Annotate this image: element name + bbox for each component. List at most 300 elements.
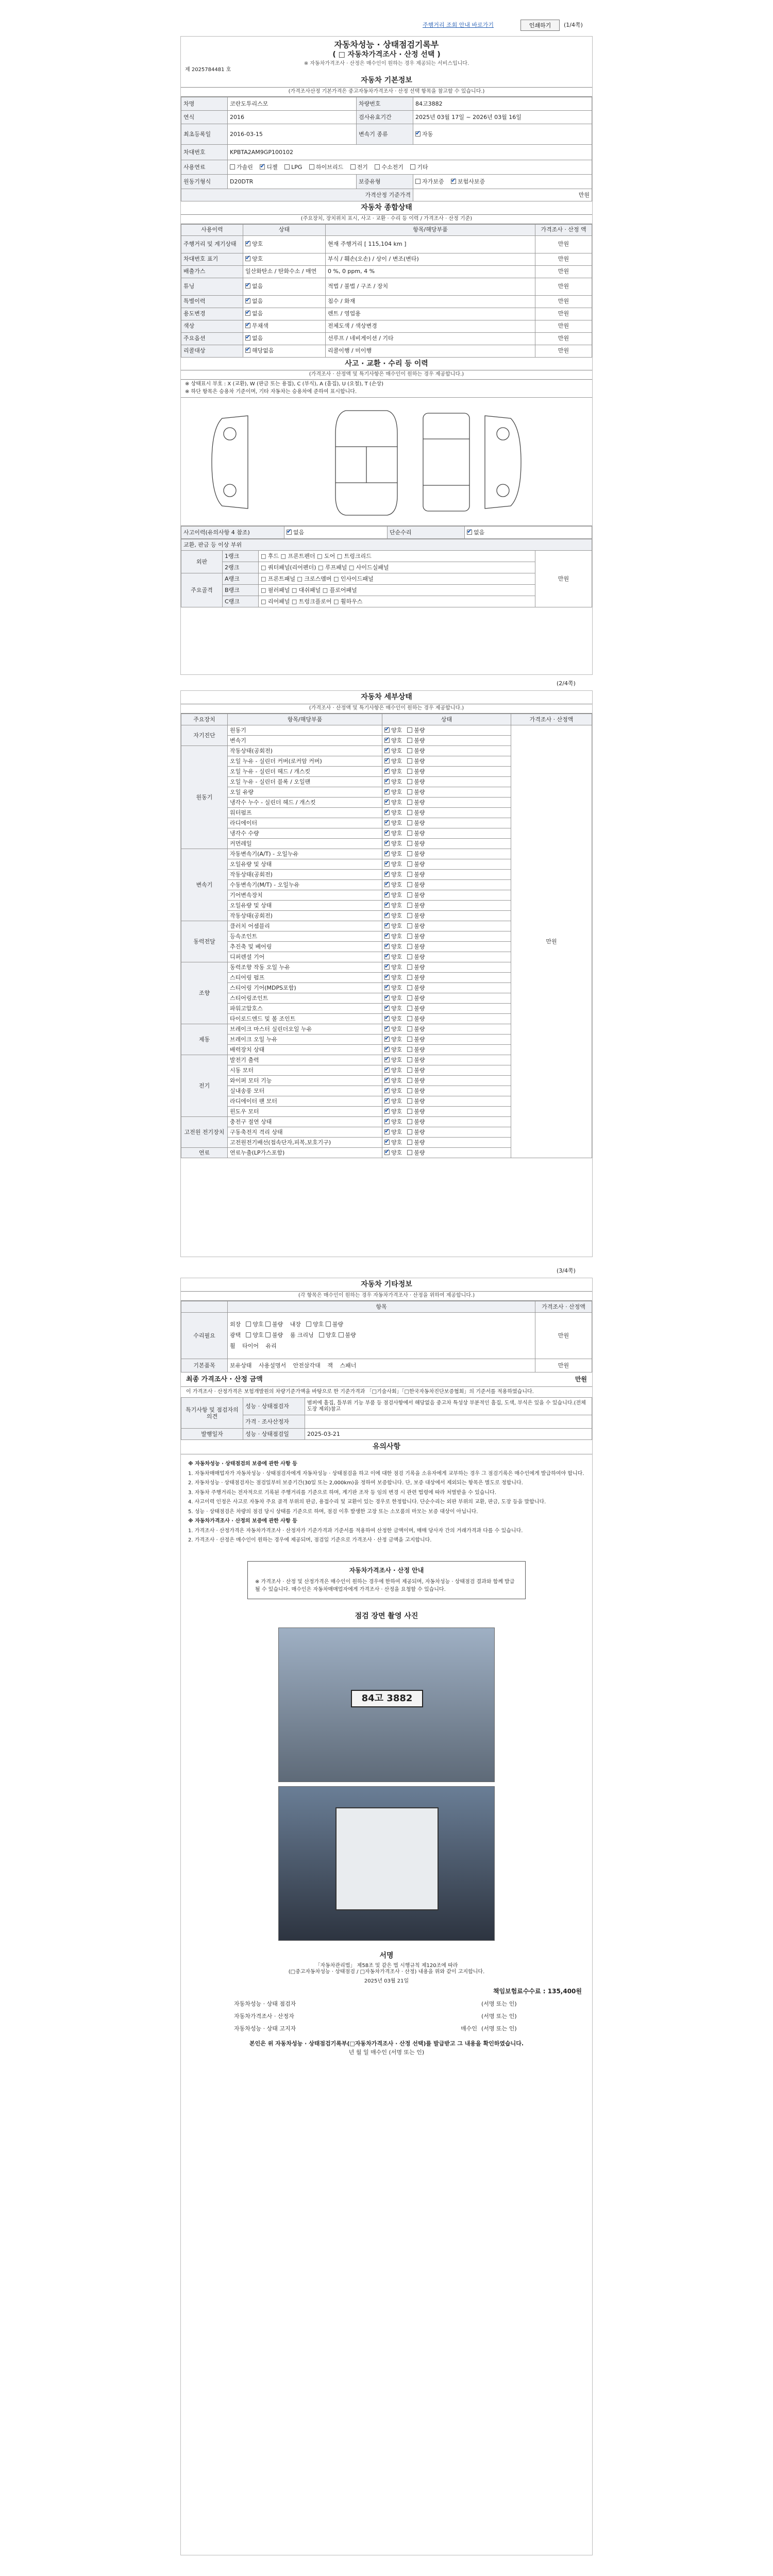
details-check[interactable]: [407, 727, 412, 733]
page-number: (2/4쪽): [557, 680, 576, 687]
rank-parts: □ 쿼터패널(리어펜더) □ 루프패널 □ 사이드실패널: [259, 562, 535, 573]
extra-row-label: 수리필요: [181, 1312, 228, 1359]
details-state-label: 불량: [414, 943, 425, 950]
details-item: 오일 유량: [228, 787, 382, 797]
details-check[interactable]: [384, 1037, 390, 1042]
doc-number: 제 2025784481 호: [185, 66, 231, 73]
details-check[interactable]: [384, 1109, 390, 1114]
extra-sub: (각 항목은 매수인이 원하는 경우 자동차가격조사 · 산정을 위하여 제공합니다.): [181, 1292, 592, 1301]
details-check[interactable]: [407, 851, 412, 856]
details-row: [181, 725, 592, 735]
details-check[interactable]: [384, 727, 390, 733]
details-state: [382, 797, 511, 807]
details-state: [382, 1147, 511, 1158]
details-item: 오일 누유 - 실린더 블록 / 오일팬: [228, 776, 382, 787]
details-state-label: 양호: [391, 850, 402, 857]
details-head: 가격조사 · 산정액: [511, 714, 592, 725]
details-check[interactable]: [407, 934, 412, 939]
details-item: 타이로드엔드 및 볼 조인트: [228, 1013, 382, 1024]
details-check[interactable]: [384, 820, 390, 825]
details-check[interactable]: [407, 1016, 412, 1021]
details-item: 오일 누유 - 실린더 헤드 / 개스킷: [228, 766, 382, 776]
transmission-check[interactable]: [415, 131, 421, 137]
extra-check[interactable]: [339, 1332, 344, 1337]
details-check[interactable]: [384, 1057, 390, 1062]
sign-date: 2025년 03월 21일: [364, 1978, 409, 1984]
details-check[interactable]: [407, 1037, 412, 1042]
details-check[interactable]: [384, 1006, 390, 1011]
value-vin: KPBTA2AM9GP100102: [228, 144, 592, 160]
details-state: [382, 1116, 511, 1127]
status-check[interactable]: [245, 241, 250, 246]
status-check[interactable]: [245, 283, 250, 289]
details-check[interactable]: [384, 1119, 390, 1124]
price-unit: 만원: [413, 189, 592, 201]
rank-parts: □ 필러패널 □ 대쉬패널 □ 플로어패널: [259, 585, 535, 596]
extra-row-label: 기본품목: [181, 1359, 228, 1372]
details-check[interactable]: [407, 831, 412, 836]
details-check[interactable]: [384, 995, 390, 1001]
extra-check[interactable]: [319, 1332, 324, 1337]
details-state-label: 불량: [414, 768, 425, 775]
label-inspect-period: 검사유효기간: [357, 110, 413, 124]
details-state: [382, 766, 511, 776]
details-check[interactable]: [384, 934, 390, 939]
status-detail: 선루프 / 네비게이션 / 기타: [326, 332, 535, 345]
outer-panel-label: 외판: [181, 551, 223, 573]
details-state-label: 양호: [391, 881, 402, 888]
notice-para: 2. 가격조사 · 산정은 매수인이 원하는 경우에 제공되며, 점검일 기준으로 가격조사 · 산정 금액을 고지합니다.: [188, 1537, 432, 1544]
details-check[interactable]: [384, 1016, 390, 1021]
rank-label: 1랭크: [223, 551, 259, 562]
details-check[interactable]: [384, 738, 390, 743]
notice-para: 1. 자동차매매업자가 자동차성능 · 상태점검자에게 자동차성능 · 상태점검을 하고 이에 대한 점검 기록을 소유자에게 교부하는 경우 그 점검기록은 매수인에게 발급하여야 합니다.: [188, 1470, 584, 1477]
details-state-label: 양호: [391, 747, 402, 754]
details-state-label: 불량: [414, 799, 425, 806]
extra-head: 항목: [228, 1301, 535, 1312]
details-check[interactable]: [384, 1150, 390, 1155]
details-check[interactable]: [384, 758, 390, 764]
car-right-side: [485, 416, 521, 509]
status-head: 항목/해당부품: [326, 224, 535, 235]
details-state-label: 양호: [391, 1077, 402, 1084]
details-check[interactable]: [384, 872, 390, 877]
details-state: [382, 787, 511, 797]
accident-check[interactable]: [287, 530, 292, 535]
status-check[interactable]: [245, 298, 250, 303]
details-check[interactable]: [407, 964, 412, 970]
notice-para: 1. 가격조사 · 산정가격은 자동차가격조사 · 산정자가 기준가격과 기준서를 적용하여 산정한 금액이며, 매매 당사자 간의 거래가격과 다를 수 있습니다.: [188, 1528, 523, 1534]
details-check[interactable]: [407, 944, 412, 949]
details-check[interactable]: [407, 1057, 412, 1062]
details-state-label: 불량: [414, 1118, 425, 1125]
repair-value: ✔ 없음: [465, 527, 592, 539]
details-item: 오일유량 및 상태: [228, 859, 382, 869]
details-state-label: 양호: [391, 840, 402, 847]
fuel-check[interactable]: [309, 164, 314, 170]
details-check[interactable]: [407, 1098, 412, 1104]
fuel-check[interactable]: [230, 164, 235, 170]
details-state: [382, 1003, 511, 1013]
details-check[interactable]: [384, 923, 390, 928]
details-state-label: 불량: [414, 933, 425, 940]
status-unit: 만원: [535, 320, 592, 332]
value-plate: 84고3882: [413, 97, 592, 110]
details-state: [382, 1106, 511, 1116]
details-item: 파워고압호스: [228, 1003, 382, 1013]
details-check[interactable]: [407, 1006, 412, 1011]
details-state-label: 불량: [414, 1056, 425, 1063]
details-state: [382, 818, 511, 828]
details-state: [382, 869, 511, 879]
details-state-label: 양호: [391, 799, 402, 806]
details-check[interactable]: [384, 1129, 390, 1134]
details-state-label: 불량: [414, 1025, 425, 1032]
status-check[interactable]: [245, 335, 250, 341]
details-check[interactable]: [407, 892, 412, 897]
details-check[interactable]: [384, 964, 390, 970]
details-state-label: 불량: [414, 974, 425, 981]
details-head: 상태: [382, 714, 511, 725]
inspector-opinion: 범퍼에 흠집, 틀부위 기능 부품 등 점검사항에서 해당없음 중고차 특성상 부분적인 흠집, 도색, 부식은 있을 수 있습니다.(전체도장 제외)참고: [305, 1398, 592, 1415]
appraiser-label: 가격 · 조사산정자: [243, 1415, 305, 1429]
details-state-label: 양호: [391, 1128, 402, 1136]
consent-title: 자동차가격조사 · 산정 안내: [349, 1566, 424, 1574]
extra-check[interactable]: [326, 1321, 331, 1327]
status-item: 용도변경: [181, 308, 243, 320]
details-check[interactable]: [407, 738, 412, 743]
extra-check[interactable]: [306, 1321, 311, 1327]
details-check[interactable]: [384, 800, 390, 805]
details-state: [382, 900, 511, 910]
details-state: [382, 952, 511, 962]
details-item: 워터펌프: [228, 807, 382, 818]
details-state-label: 불량: [414, 1097, 425, 1105]
inspect-date: 2025-03-21: [305, 1429, 592, 1440]
status-state: ✔ 해당없음: [243, 345, 326, 357]
fuel-check[interactable]: [410, 164, 415, 170]
details-state: [382, 1137, 511, 1147]
extra-check[interactable]: [246, 1321, 251, 1327]
status-check[interactable]: [245, 348, 250, 353]
details-check[interactable]: [407, 995, 412, 1001]
repair-check[interactable]: [467, 530, 472, 535]
label-car-name: 차명: [181, 97, 228, 110]
fee-label: 책임보험료수수료 : 135,400원: [493, 1987, 582, 1995]
details-state: [382, 879, 511, 890]
details-state-label: 양호: [391, 809, 402, 816]
details-state: [382, 849, 511, 859]
details-check[interactable]: [384, 1088, 390, 1093]
page-2: [180, 690, 593, 1257]
details-state-label: 양호: [391, 871, 402, 878]
details-item: 오일유량 및 상태: [228, 900, 382, 910]
value-engine: D20DTR: [228, 174, 357, 189]
details-check[interactable]: [384, 748, 390, 753]
page-1: [180, 36, 593, 675]
details-state-label: 불량: [414, 1015, 425, 1022]
status-detail: 현재 주행거리 [ 115,104 km ]: [326, 235, 535, 253]
frame-label: 주요골격: [181, 573, 223, 607]
details-state-label: 불량: [414, 726, 425, 734]
extra-check[interactable]: [265, 1332, 271, 1337]
details-state-label: 불량: [414, 737, 425, 744]
details-item: 수동변속기(M/T) - 오일누유: [228, 879, 382, 890]
details-state-label: 불량: [414, 963, 425, 971]
details-head: 주요장치: [181, 714, 228, 725]
details-check[interactable]: [407, 769, 412, 774]
details-check[interactable]: [407, 758, 412, 764]
sign-title: 서명: [379, 1951, 394, 1960]
details-state-label: 불량: [414, 829, 425, 837]
wheel-rear-left: [224, 484, 236, 497]
status-head: 사용이력: [181, 224, 243, 235]
details-check[interactable]: [384, 1026, 390, 1031]
status-check[interactable]: [245, 256, 250, 261]
photo-title: 점검 장면 촬영 사진: [355, 1612, 418, 1621]
accident-sub: (가격조사 · 산정액 및 특기사항은 매수인이 원하는 경우 제공합니다.): [181, 370, 592, 380]
details-item: 디퍼렌셜 기어: [228, 952, 382, 962]
details-state-label: 불량: [414, 747, 425, 754]
details-check[interactable]: [384, 913, 390, 918]
status-item: 배출가스: [181, 265, 243, 278]
details-state-label: 불량: [414, 788, 425, 795]
details-check[interactable]: [407, 1140, 412, 1145]
details-check[interactable]: [384, 892, 390, 897]
details-check[interactable]: [384, 810, 390, 815]
details-sub: (가격조사 · 산정액 및 특기사항은 매수인이 원하는 경우 제공합니다.): [181, 704, 592, 714]
details-state-label: 불량: [414, 1149, 425, 1156]
sign-row-right: (서명 또는 인): [481, 2001, 517, 2008]
doc-subtitle: ( □ 자동차가격조사 · 산정 선택 ): [332, 50, 441, 59]
details-state: [382, 1013, 511, 1024]
opinion-header: [181, 1372, 592, 1387]
status-state: ✔ 없음: [243, 295, 326, 308]
fuel-check[interactable]: [260, 164, 265, 170]
print-button[interactable]: 인쇄하기: [520, 20, 560, 31]
doc-note: ※ 자동차가격조사 · 산정은 매수인이 원하는 경우 제공되는 서비스입니다.: [304, 60, 469, 66]
details-check[interactable]: [407, 1067, 412, 1073]
status-check[interactable]: [245, 323, 250, 328]
details-check[interactable]: [407, 789, 412, 794]
sign-footer2: 년 월 일 매수인 (서명 또는 인): [348, 2049, 425, 2056]
details-check[interactable]: [407, 954, 412, 959]
status-check[interactable]: [245, 311, 250, 316]
status-unit: 만원: [535, 235, 592, 253]
status-item: 주행거리 및 계기상태: [181, 235, 243, 253]
details-check[interactable]: [407, 1088, 412, 1093]
details-state-label: 양호: [391, 1087, 402, 1094]
accident-note: ※ 하단 항목은 승용차 기준이며, 기타 자동차는 승용차에 준하여 표시합니다.: [185, 389, 357, 395]
details-check[interactable]: [384, 851, 390, 856]
details-state-label: 양호: [391, 891, 402, 899]
status-unit: 만원: [535, 278, 592, 295]
details-check[interactable]: [384, 944, 390, 949]
appraiser-opinion: [305, 1415, 592, 1429]
details-check[interactable]: [384, 975, 390, 980]
details-check[interactable]: [407, 1129, 412, 1134]
details-state-label: 불량: [414, 1128, 425, 1136]
extra-check[interactable]: [265, 1321, 271, 1327]
status-state: 일산화탄소 / 탄화수소 / 매연: [243, 265, 326, 278]
details-item: 라디에이터 팬 모터: [228, 1096, 382, 1106]
extra-row-items: 외장 양호 불량 내장 양호 불량 광택 양호 불량 룸 크리닝 양호 불량 휠 타이어 유리: [228, 1312, 535, 1359]
details-check[interactable]: [384, 882, 390, 887]
extra-unit: 만원: [535, 1359, 592, 1372]
details-state-label: 양호: [391, 963, 402, 971]
accident-label: 사고이력(유의사항 4 참조): [181, 527, 284, 539]
details-check[interactable]: [407, 882, 412, 887]
details-item: 냉각수 수량: [228, 828, 382, 838]
details-state-label: 양호: [391, 788, 402, 795]
status-unit: 만원: [535, 295, 592, 308]
details-state-label: 양호: [391, 974, 402, 981]
status-unit: 만원: [535, 253, 592, 265]
fuel-check[interactable]: [284, 164, 290, 170]
buyer-label: 매수인: [461, 2025, 477, 2032]
details-item: 브레이크 마스터 실린더오일 누유: [228, 1024, 382, 1034]
details-check[interactable]: [407, 975, 412, 980]
details-check[interactable]: [384, 1067, 390, 1073]
details-state-label: 양호: [391, 1036, 402, 1043]
fuel-check[interactable]: [375, 164, 380, 170]
details-check[interactable]: [384, 769, 390, 774]
details-table: [181, 714, 592, 1158]
details-check[interactable]: [407, 913, 412, 918]
details-state: [382, 941, 511, 952]
label-plate: 차량번호: [357, 97, 413, 110]
opinion-unit: 만원: [575, 1375, 587, 1383]
details-check[interactable]: [384, 789, 390, 794]
details-state: [382, 828, 511, 838]
details-check[interactable]: [407, 1078, 412, 1083]
details-state-label: 양호: [391, 1108, 402, 1115]
details-check[interactable]: [407, 841, 412, 846]
details-check[interactable]: [407, 985, 412, 990]
warranty-check[interactable]: [451, 179, 456, 184]
details-check[interactable]: [384, 1098, 390, 1104]
details-check[interactable]: [384, 841, 390, 846]
details-check[interactable]: [384, 861, 390, 867]
details-group: 제동: [181, 1024, 228, 1055]
details-item: 작동상태(공회전): [228, 869, 382, 879]
details-check[interactable]: [407, 779, 412, 784]
warranty-check[interactable]: [415, 179, 421, 184]
details-state: [382, 1096, 511, 1106]
details-state-label: 불량: [414, 871, 425, 878]
details-item: 배력장치 상태: [228, 1044, 382, 1055]
details-check[interactable]: [384, 954, 390, 959]
details-check[interactable]: [384, 831, 390, 836]
value-inspect-period: 2025년 03월 17일 ~ 2026년 03월 16일: [413, 110, 592, 124]
details-item: 연료누출(LP가스포함): [228, 1147, 382, 1158]
extra-check[interactable]: [246, 1332, 251, 1337]
details-check[interactable]: [384, 1047, 390, 1052]
details-item: 변속기: [228, 735, 382, 745]
details-state-label: 양호: [391, 1005, 402, 1012]
status-state: ✔ 없음: [243, 278, 326, 295]
warranty-options: 자가보증 ✔ 보험사보증: [413, 174, 592, 189]
details-item: 클러치 어셈블리: [228, 921, 382, 931]
rank-parts: □ 후드 □ 프론트펜더 □ 도어 □ 트렁크리드: [259, 551, 535, 562]
details-item: 작동상태(공회전): [228, 745, 382, 756]
consent-text: ※ 가격조사 · 산정 및 산정가격은 매수인이 원하는 경우에 한하여 제공되며, 자동차성능 · 상태점검 결과와 함께 발급될 수 있습니다. 매수인은 자동차매매업자에게 가격조사 · 산정을 요청할 수 있습니다.: [255, 1579, 515, 1593]
details-state-label: 양호: [391, 737, 402, 744]
page-3: [180, 1278, 593, 2555]
accident-table: [181, 526, 592, 539]
details-state-label: 양호: [391, 1118, 402, 1125]
details-check[interactable]: [407, 1150, 412, 1155]
details-check[interactable]: [407, 872, 412, 877]
details-check[interactable]: [384, 1078, 390, 1083]
status-state: ✔ 없음: [243, 308, 326, 320]
details-state: [382, 1034, 511, 1044]
accident-title: 사고 · 교환 · 수리 등 이력: [181, 358, 592, 371]
sign-table: [232, 1998, 541, 2035]
details-check[interactable]: [384, 1140, 390, 1145]
details-check[interactable]: [407, 800, 412, 805]
fuel-check[interactable]: [350, 164, 356, 170]
details-check[interactable]: [407, 923, 412, 928]
details-group: 연료: [181, 1147, 228, 1158]
details-title: 자동차 세부상태: [181, 691, 592, 704]
details-state-label: 불량: [414, 757, 425, 765]
details-check[interactable]: [407, 810, 412, 815]
details-group: 동력전달: [181, 921, 228, 962]
details-state-label: 불량: [414, 1087, 425, 1094]
label-warranty: 보증유형: [357, 174, 413, 189]
details-check[interactable]: [384, 779, 390, 784]
status-detail: 렌트 / 영업용: [326, 308, 535, 320]
details-group: 조향: [181, 962, 228, 1024]
details-state: [382, 1024, 511, 1034]
label-engine: 원동기형식: [181, 174, 228, 189]
details-item: 커먼레일: [228, 838, 382, 849]
details-state: [382, 807, 511, 818]
details-item: 구동축전지 격리 상태: [228, 1127, 382, 1137]
details-check[interactable]: [407, 861, 412, 867]
details-state: [382, 890, 511, 900]
details-state: [382, 982, 511, 993]
wheel-front-right: [497, 428, 509, 440]
status-unit: 만원: [535, 265, 592, 278]
details-group: 전기: [181, 1055, 228, 1116]
details-item: 실내송풍 모터: [228, 1086, 382, 1096]
details-state-label: 불량: [414, 840, 425, 847]
sign-text2: (□중고자동차성능 · 상태점검 / □자동차가격조사 · 산정) 내용을 위와 같이 고지합니다.: [288, 1969, 485, 1975]
label-vin: 차대번호: [181, 144, 228, 160]
notice-body: [181, 1454, 592, 1551]
details-item: 오일 누유 - 실린더 커버(로커암 커버): [228, 756, 382, 766]
details-check[interactable]: [384, 985, 390, 990]
details-check[interactable]: [384, 903, 390, 908]
details-state-label: 불량: [414, 891, 425, 899]
status-detail: 부식 / 훼손(오손) / 상이 / 변조(변타): [326, 253, 535, 265]
details-check[interactable]: [407, 1026, 412, 1031]
details-check[interactable]: [407, 748, 412, 753]
sign-row-label: 자동차성능 · 상태 점검자: [234, 2001, 296, 2008]
status-head: 상태: [243, 224, 326, 235]
status-state: ✔ 무채색: [243, 320, 326, 332]
details-check[interactable]: [407, 1047, 412, 1052]
details-check[interactable]: [407, 1119, 412, 1124]
mileage-link[interactable]: 주행거리 조회 안내 바로가기: [423, 22, 494, 28]
details-check[interactable]: [407, 1109, 412, 1114]
details-check[interactable]: [407, 820, 412, 825]
details-check[interactable]: [407, 903, 412, 908]
label-price: 가격산정 기준가격: [181, 189, 413, 201]
value-transmission: ✔ 자동: [413, 124, 592, 144]
